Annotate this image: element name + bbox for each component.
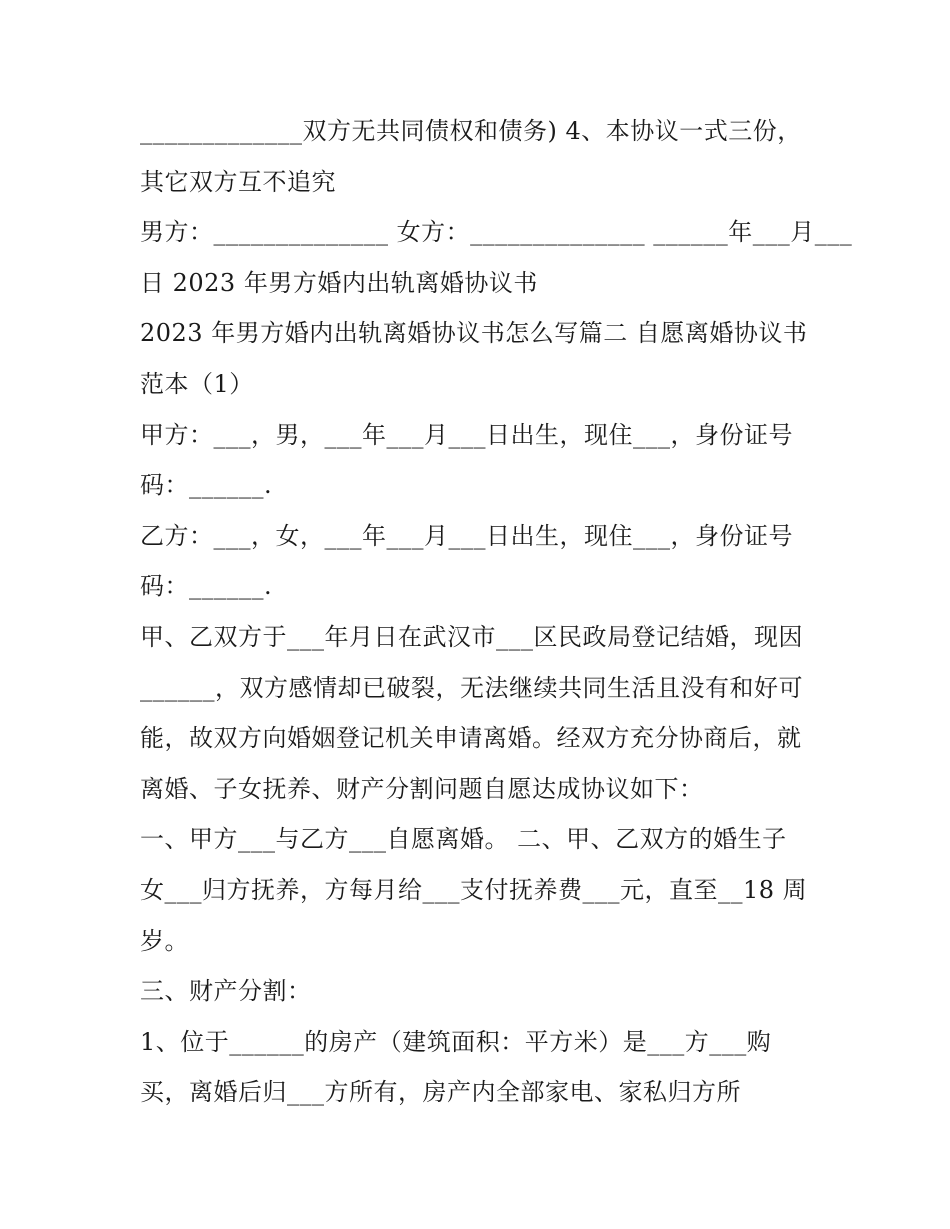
document-body: [140, 106, 853, 1118]
text-line: 甲方：___，男，___年___月___日出生，现住___，身份证号: [140, 420, 793, 449]
text-line: 其它双方互不追究: [140, 167, 336, 196]
text-line: 男方：______________ 女方：______________ ______年___月___: [140, 218, 853, 247]
text-line: 范本（1）: [140, 369, 254, 398]
text-line: 码：______.: [140, 572, 273, 601]
text-line: 三、财产分割：: [140, 977, 312, 1006]
text-line: 甲、乙双方于___年月日在武汉市___区民政局登记结婚，现因: [140, 622, 803, 651]
text-line: 一、甲方___与乙方___自愿离婚。 二、甲、乙双方的婚生子: [140, 825, 787, 854]
text-line: 买，离婚后归___方所有，房产内全部家电、家私归方所: [140, 1078, 741, 1107]
text-line: ______，双方感情却已破裂，无法继续共同生活且没有和好可: [140, 673, 803, 702]
text-line: 乙方：___，女，___年___月___日出生，现住___，身份证号: [140, 521, 793, 550]
text-line: _____________双方无共同债权和债务) 4、本协议一式三份，: [140, 117, 802, 145]
text-line: 女___归方抚养，方每月给___支付抚养费___元，直至__18 周: [140, 875, 808, 904]
text-line: 能，故双方向婚姻登记机关申请离婚。经双方充分协商后，就: [140, 724, 802, 753]
text-line: 1、位于______的房产（建筑面积：平方米）是___方___购: [140, 1027, 772, 1056]
text-line: 离婚、子女抚养、财产分割问题自愿达成协议如下：: [140, 774, 704, 803]
text-line: 岁。: [140, 926, 189, 955]
text-line: 日 2023 年男方婚内出轨离婚协议书: [140, 268, 538, 297]
text-line: 码：______.: [140, 471, 273, 500]
text-line: 2023 年男方婚内出轨离婚协议书怎么写篇二 自愿离婚协议书: [140, 319, 808, 348]
